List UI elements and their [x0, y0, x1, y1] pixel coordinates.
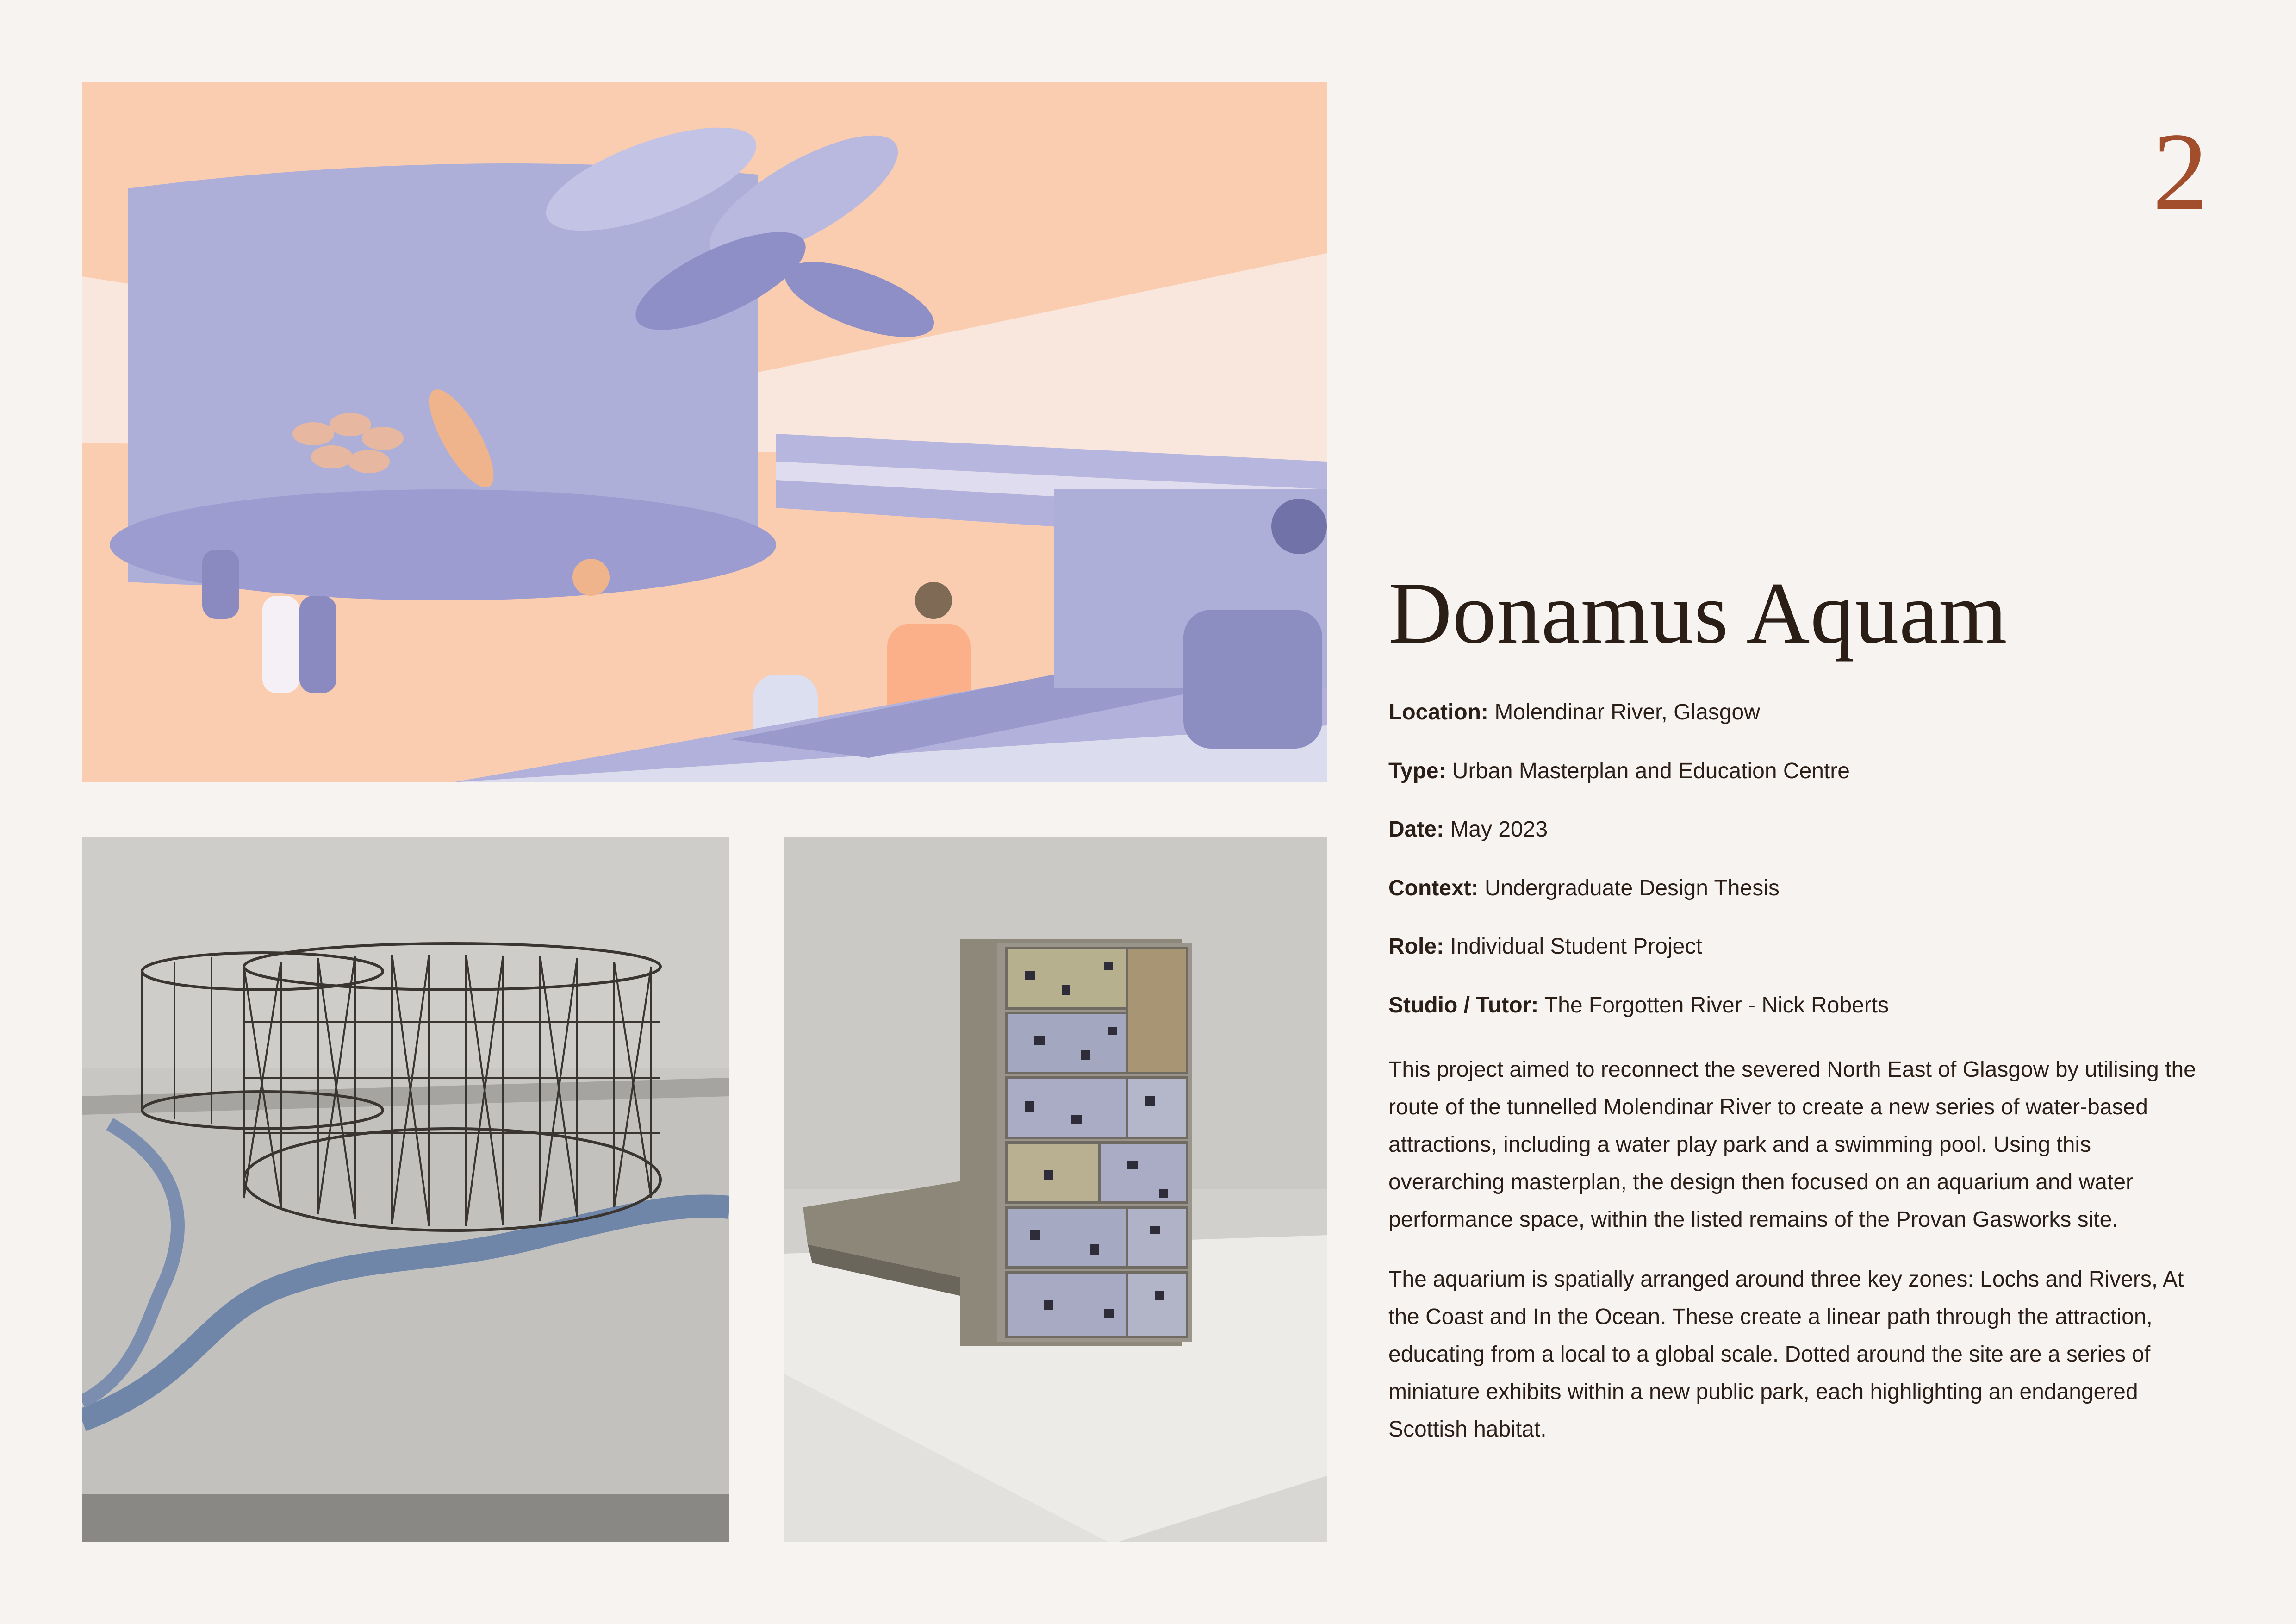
context-field — [1388, 875, 2212, 902]
page-number: 2 — [2153, 110, 2208, 233]
gasworks-model-photo — [82, 837, 729, 1542]
description-paragraph: The aquarium is spatially arranged around three key zones: Lochs and Rivers, At the Coast and In the Ocean. These create a linear path through the attraction, educating from a local to a global scale. Dotted around the site are a series of miniature exhibits within a new public park, each highlighting an endangered Scottish habitat. — [1388, 1267, 2184, 1442]
material-sample-photo — [784, 837, 1327, 1542]
aquarium-illustration — [82, 82, 1327, 782]
field-label: Date: — [1388, 817, 1444, 842]
studio-tutor-field — [1388, 992, 2212, 1019]
field-value: Individual Student Project — [1450, 934, 1702, 959]
date-field — [1388, 816, 2212, 843]
field-label: Studio / Tutor: — [1388, 993, 1539, 1018]
field-label: Location: — [1388, 700, 1488, 725]
description-paragraph: This project aimed to reconnect the severed North East of Glasgow by utilising the route of the tunnelled Molendinar River to create a new series of water-based attractions, including a water play park and a swimming pool. Using this overarching masterplan, the design then focused on an aquarium and water performance space, within the listed remains of the Provan Gasworks site. — [1388, 1057, 2196, 1232]
field-label: Context: — [1388, 875, 1479, 900]
role-field — [1388, 933, 2212, 960]
field-value: May 2023 — [1450, 817, 1548, 842]
field-label: Role: — [1388, 934, 1444, 959]
type-field — [1388, 758, 2212, 785]
project-title: Donamus Aquam — [1388, 565, 2008, 662]
field-value: The Forgotten River - Nick Roberts — [1544, 993, 1889, 1018]
field-value: Urban Masterplan and Education Centre — [1452, 758, 1850, 783]
project-info — [1388, 565, 2212, 1470]
field-value: Molendinar River, Glasgow — [1494, 700, 1760, 725]
field-value: Undergraduate Design Thesis — [1485, 875, 1780, 900]
location-field — [1388, 699, 2212, 726]
field-label: Type: — [1388, 758, 1446, 783]
